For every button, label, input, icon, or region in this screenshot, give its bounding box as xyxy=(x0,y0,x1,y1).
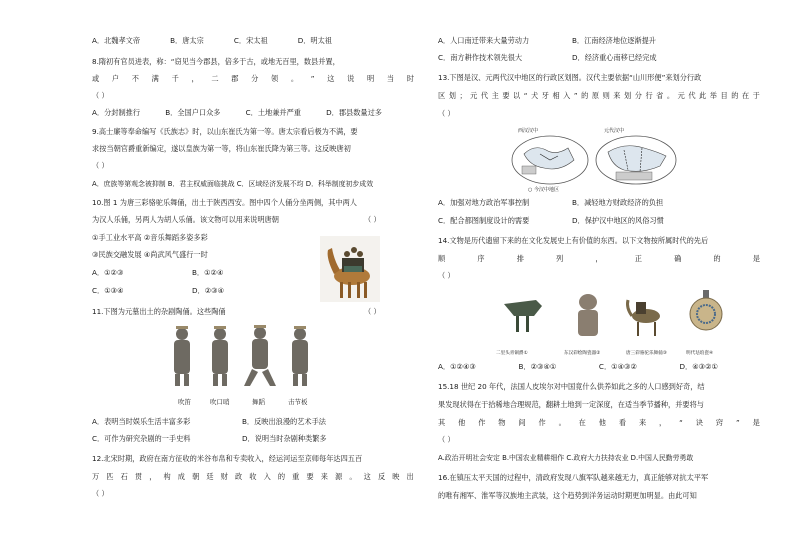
answer-paren: （ ） xyxy=(364,215,381,224)
figure-caption: 吹笛 xyxy=(178,398,191,406)
option: B．唐太宗 xyxy=(170,36,204,45)
figure-caption: 明代珐琅瓷④ xyxy=(686,351,714,356)
option: C．宋太祖 xyxy=(233,36,268,45)
answer-paren: （ ） xyxy=(438,109,455,118)
option: A．人口南迁带来大量劳动力 xyxy=(438,36,530,45)
q15-stem-line3: 其 他 作 物 间 作 。 在 他 看 来 ， “ 诀 窍 ” 是 xyxy=(438,418,760,427)
q15-options: A.政治开明社会安定 B.中国农业精耕细作 C.政府大力扶持农业 D.中国人民勤劳勇敢 xyxy=(438,454,694,462)
q13-stem-line2: 区 划 ； 元 代 主 要 以 “ 犬 牙 相 入 ” 的 原 则 来 划 分 行 省 。 元 代 此 举 目 的 在 于 xyxy=(438,91,760,100)
option: A．表明当时娱乐生活丰富多彩 xyxy=(92,417,191,426)
q13-stem-line1: 13.下图是汉、元两代汉中地区的行政区划图。汉代主要依据“山川形便”来划分行政 xyxy=(438,73,702,82)
option: A．加强对地方政治军事控制 xyxy=(438,198,530,207)
option: C．可作为研究杂剧的一手史料 xyxy=(92,434,191,443)
q15-stem-line2: 果发现状得在于拾稀地合理规范，翻耕土地到一定深度，在适当季节播种，并要将与 xyxy=(438,400,704,409)
map-western-han xyxy=(510,126,590,192)
option: A．北魏孝文帝 xyxy=(92,36,141,45)
q7-options xyxy=(92,36,332,45)
option: D．②③④ xyxy=(192,286,225,295)
q16-stem-line1: 16.在镇压太平天国的过程中，清政府发现八旗军队越来越无力，真正能够对抗太平军 xyxy=(438,473,709,482)
q9-stem-line2: 求按当朝官爵重新编定，遂以皇族为第一等，将山东崔氏降为第三等。这反映唐初 xyxy=(92,144,351,153)
q11-stem: 11.下图为元墓出土的杂剧陶俑。这些陶俑 xyxy=(92,307,226,316)
q15-stem-line1: 15.18 世纪 20 年代，法国人皮埃尔对中国竟什么供养如此之多的人口感到好奇，结 xyxy=(438,382,705,391)
figure-caption: 舞蹈 xyxy=(252,398,265,406)
q16-stem-line2: 的唯有湘军、淮军等汉族地主武装，这个趋势到洋务运动时期更加明显。由此可知 xyxy=(438,491,697,500)
q10-stem-line2: 为汉人乐俑，另两人为胡人乐俑。该文物可以用来说明唐朝 xyxy=(92,215,279,224)
figure-caption: 东汉彩绘陶瓷器② xyxy=(564,351,601,356)
map-label: 西汉汉中 xyxy=(518,128,539,134)
map-yuan-dynasty xyxy=(594,126,678,192)
q12-stem-line2: 万 匹 石 贯 ， 构 成 朝 廷 财 政 收 入 的 重 要 来 源 。 这 反 映 出 xyxy=(92,472,414,481)
opera-figurines-image xyxy=(164,324,324,390)
option: C．①③④ xyxy=(92,286,124,295)
option: C．配合都图制度设计的需要 xyxy=(438,216,530,225)
figure-caption: 二里头青铜爵① xyxy=(496,351,528,356)
q12-stem-line1: 12.北宋时期，政府在南方征收的米谷布帛和专卖收入，经运河运至京师每年达四五百 xyxy=(92,454,363,463)
q8-options: A．分封制推行 B．全国户口众多 C．土地兼并严重 D．郡县数量过多 xyxy=(92,108,382,117)
option: D．经济重心南移已经完成 xyxy=(572,53,657,62)
q8-stem-line2: 或 户 不 满 千 ， 二 郡 分 领 。 ” 这 说 明 当 时 xyxy=(92,74,414,83)
figure-caption: 唐三彩骆驼乐舞俑③ xyxy=(626,351,667,356)
answer-paren: （ ） xyxy=(438,271,455,280)
answer-paren: （ ） xyxy=(92,91,109,100)
q10-statements-2: ③民族交融发展 ④尚武风气盛行一时 xyxy=(92,250,208,259)
option: B．江南经济地位逐渐提升 xyxy=(572,36,656,45)
option: D．明太祖 xyxy=(297,36,332,45)
option: D．保护汉中地区的风俗习惯 xyxy=(572,216,664,225)
figure-caption: 击节板 xyxy=(288,398,308,406)
option: C．南方耕作技术领先很大 xyxy=(438,53,523,62)
q14-options: A．①②④③ B．②③④① C．①④③② D．④③②① xyxy=(438,362,718,371)
figure-caption: 吹口哨 xyxy=(210,398,230,406)
q8-stem-line1: 8.隋初有官员进表，称：“窃见当今郡县，倍多于古，或地无百里，数县并置， xyxy=(92,57,340,66)
answer-paren: （ ） xyxy=(438,435,455,444)
option: B．减轻地方财政经济的负担 xyxy=(572,198,664,207)
answer-paren: （ ） xyxy=(364,307,381,316)
option: B．①②④ xyxy=(192,268,224,277)
q14-stem-line1: 14.文物是历代遗留下来的在文化发展史上有价值的东西。以下文物按所属时代的先后 xyxy=(438,236,709,245)
q9-stem-line1: 9.高士廉等奉命编写《氏族志》时，以山东崔氏为第一等。唐太宗看后极为不满，要 xyxy=(92,127,358,136)
option: A．①②③ xyxy=(92,268,124,277)
answer-paren: （ ） xyxy=(92,161,109,170)
map-label: 元代汉中 xyxy=(604,128,625,134)
camel-figurine-image xyxy=(320,236,380,302)
option: D．说明当时杂剧种类繁多 xyxy=(242,434,327,443)
artifacts-image xyxy=(496,286,756,352)
map-legend: ○ 今汉中地区 xyxy=(528,187,559,193)
answer-paren: （ ） xyxy=(92,489,109,498)
q9-options: A．庶族等第观念被抑制 B．君主权威面临挑战 C．区域经济发展不均 D．科举制度初步成效 xyxy=(92,180,374,188)
q10-statements-1: ①手工业水平高 ②音乐舞蹈多姿多彩 xyxy=(92,233,208,242)
q10-stem-line1: 10.图 1 为唐三彩骆驼乐舞俑，出土于陕西西安。图中四个人俑分坐两侧，其中两人 xyxy=(92,198,357,207)
option: B．反映出浪漫的艺术手法 xyxy=(242,417,326,426)
q14-stem-line2: 顺 序 排 列 ， 正 确 的 是 xyxy=(438,254,760,263)
